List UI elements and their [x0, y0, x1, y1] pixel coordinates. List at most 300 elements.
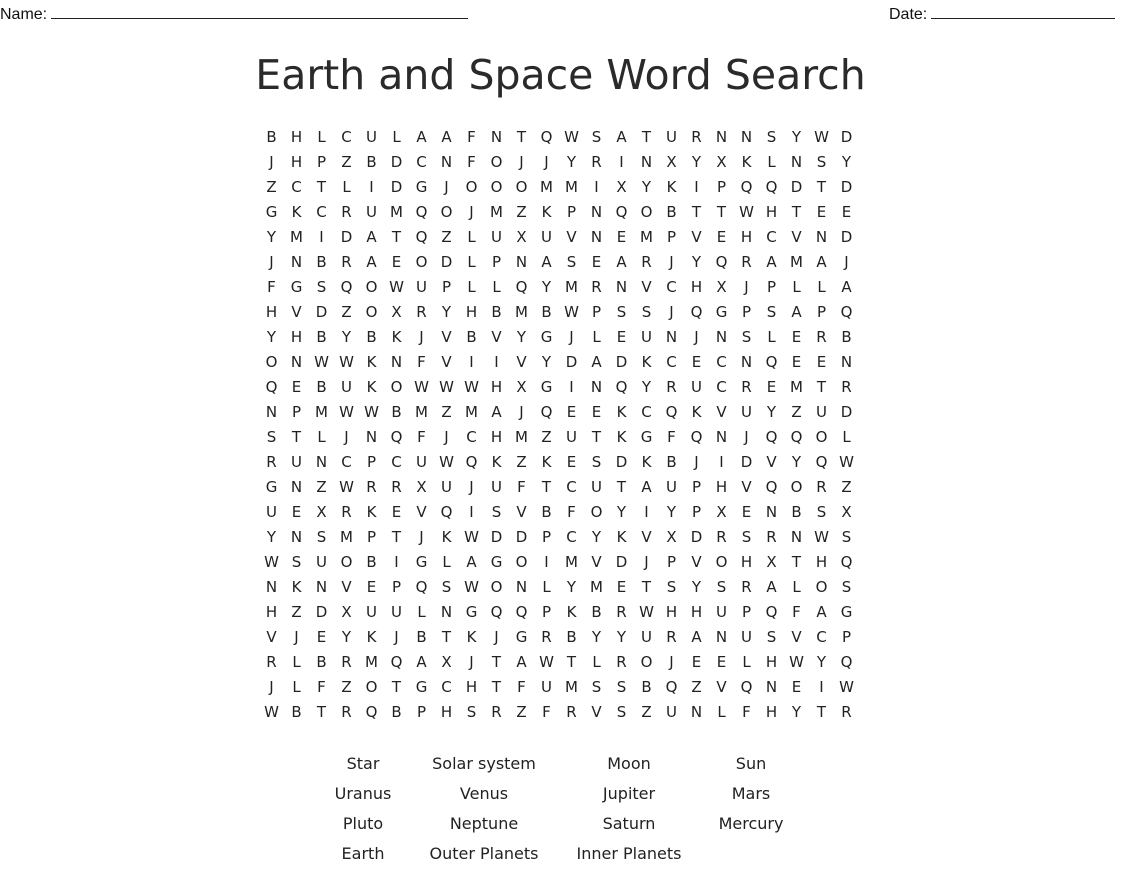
grid-letter: Y [691, 153, 702, 171]
grid-letter: S [491, 503, 502, 521]
grid-letter: J [269, 678, 274, 696]
grid-letter: H [290, 153, 303, 171]
grid-letter: O [440, 203, 453, 221]
grid-letter: H [815, 553, 828, 571]
grid-letter: Y [841, 153, 852, 171]
grid-letter: P [541, 528, 552, 546]
word-list-row [0, 751, 1121, 781]
grid-letter: N [590, 378, 603, 396]
grid-letter: J [419, 528, 424, 546]
grid-letter: F [567, 503, 576, 521]
grid-row [259, 550, 859, 575]
grid-letter: S [741, 528, 752, 546]
grid-letter: B [541, 303, 552, 321]
grid-letter: O [390, 378, 403, 396]
grid-letter: W [464, 578, 479, 596]
grid-letter: I [569, 378, 574, 396]
grid-letter: L [417, 603, 426, 621]
grid-row [259, 575, 859, 600]
grid-letter: X [416, 478, 427, 496]
grid-letter: Y [266, 328, 277, 346]
grid-letter: V [791, 228, 802, 246]
grid-letter: J [669, 303, 674, 321]
grid-letter: N [290, 528, 303, 546]
grid-letter: N [715, 328, 728, 346]
grid-letter: S [616, 703, 627, 721]
grid-letter: W [539, 653, 554, 671]
grid-letter: O [365, 303, 378, 321]
grid-letter: H [490, 378, 503, 396]
grid-letter: J [294, 628, 299, 646]
grid-letter: T [391, 528, 402, 546]
grid-letter: A [616, 253, 627, 271]
grid-letter: U [291, 453, 302, 471]
grid-letter: W [389, 278, 404, 296]
grid-letter: D [690, 528, 703, 546]
grid-letter: Q [615, 378, 628, 396]
grid-letter: F [317, 678, 326, 696]
grid-letter: P [566, 203, 577, 221]
grid-letter: U [666, 478, 677, 496]
grid-letter: R [816, 328, 827, 346]
grid-row [259, 525, 859, 550]
grid-letter: X [616, 178, 627, 196]
grid-letter: K [366, 378, 377, 396]
grid-row [259, 625, 859, 650]
grid-letter: A [366, 228, 377, 246]
grid-letter: L [467, 228, 476, 246]
grid-letter: A [691, 628, 702, 646]
grid-letter: S [466, 703, 477, 721]
grid-letter: J [694, 328, 699, 346]
grid-letter: N [740, 128, 753, 146]
grid-letter: P [741, 303, 752, 321]
grid-letter: A [816, 253, 827, 271]
grid-letter: B [316, 253, 327, 271]
grid-letter: A [491, 403, 502, 421]
grid-letter: Z [841, 478, 852, 496]
grid-letter: D [840, 128, 853, 146]
grid-letter: R [366, 478, 377, 496]
grid-letter: G [415, 553, 428, 571]
grid-letter: F [417, 353, 426, 371]
grid-letter: U [816, 403, 827, 421]
word-list-item: Outer Planets [429, 844, 539, 863]
grid-letter: W [264, 553, 279, 571]
grid-letter: L [292, 678, 301, 696]
grid-letter: K [366, 628, 377, 646]
grid-letter: L [542, 578, 551, 596]
grid-letter: S [841, 578, 852, 596]
grid-letter: I [369, 178, 374, 196]
grid-letter: A [766, 578, 777, 596]
grid-letter: R [266, 453, 277, 471]
grid-letter: Y [341, 628, 352, 646]
grid-letter: T [641, 128, 652, 146]
grid-letter: U [491, 228, 502, 246]
grid-letter: N [815, 228, 828, 246]
grid-letter: J [469, 478, 474, 496]
grid-letter: N [515, 253, 528, 271]
grid-letter: O [465, 178, 478, 196]
grid-letter: Q [765, 353, 778, 371]
grid-letter: K [541, 453, 552, 471]
grid-letter: E [691, 353, 702, 371]
grid-letter: R [666, 628, 677, 646]
grid-letter: T [591, 428, 602, 446]
grid-letter: P [291, 403, 302, 421]
grid-letter: S [266, 428, 277, 446]
grid-letter: E [616, 228, 627, 246]
grid-letter: M [565, 678, 578, 696]
grid-letter: S [766, 128, 777, 146]
word-list-item: Earth [341, 844, 385, 863]
grid-letter: Z [441, 228, 452, 246]
grid-letter: D [315, 603, 328, 621]
grid-letter: P [366, 453, 377, 471]
grid-letter: J [419, 328, 424, 346]
word-list-item: Mars [731, 784, 771, 803]
grid-letter: G [640, 428, 653, 446]
grid-letter: B [366, 328, 377, 346]
grid-letter: Q [390, 428, 403, 446]
grid-letter: D [840, 403, 853, 421]
grid-letter: V [641, 278, 652, 296]
grid-letter: S [716, 578, 727, 596]
word-list-row [0, 811, 1121, 841]
grid-letter: F [742, 703, 751, 721]
grid-letter: U [266, 503, 277, 521]
word-list [0, 751, 1121, 871]
grid-letter: L [592, 328, 601, 346]
grid-letter: G [540, 328, 553, 346]
grid-letter: N [265, 578, 278, 596]
grid-letter: P [766, 278, 777, 296]
grid-letter: B [366, 553, 377, 571]
grid-letter: H [465, 678, 478, 696]
grid-letter: K [391, 328, 402, 346]
grid-letter: B [316, 328, 327, 346]
grid-letter: B [591, 603, 602, 621]
grid-letter: Q [490, 603, 503, 621]
grid-letter: S [666, 578, 677, 596]
grid-letter: Q [340, 278, 353, 296]
grid-letter: T [641, 578, 652, 596]
grid-letter: J [269, 253, 274, 271]
grid-letter: Q [665, 403, 678, 421]
word-list-item: Jupiter [602, 784, 656, 803]
grid-letter: I [694, 178, 699, 196]
grid-letter: M [415, 403, 428, 421]
grid-letter: S [816, 153, 827, 171]
grid-letter: K [491, 453, 502, 471]
date-label: Date: [889, 6, 928, 23]
grid-letter: T [541, 478, 552, 496]
grid-letter: R [666, 378, 677, 396]
grid-letter: I [494, 353, 499, 371]
grid-letter: A [591, 353, 602, 371]
grid-letter: M [290, 228, 303, 246]
grid-letter: S [316, 278, 327, 296]
grid-letter: U [716, 603, 727, 621]
grid-letter: W [839, 453, 854, 471]
grid-letter: S [566, 253, 577, 271]
grid-letter: F [267, 278, 276, 296]
grid-letter: L [817, 278, 826, 296]
grid-row [259, 500, 859, 525]
grid-letter: K [691, 403, 702, 421]
grid-letter: N [840, 353, 853, 371]
grid-letter: M [565, 178, 578, 196]
grid-letter: K [616, 528, 627, 546]
grid-row [259, 150, 859, 175]
grid-letter: B [641, 678, 652, 696]
grid-letter: C [716, 353, 727, 371]
grid-letter: J [669, 653, 674, 671]
grid-letter: S [616, 678, 627, 696]
grid-letter: B [666, 203, 677, 221]
grid-letter: P [541, 603, 552, 621]
grid-letter: S [766, 628, 777, 646]
grid-letter: K [641, 353, 652, 371]
grid-letter: A [791, 303, 802, 321]
grid-letter: N [640, 153, 653, 171]
grid-letter: U [366, 203, 377, 221]
grid-letter: H [765, 203, 778, 221]
grid-letter: U [491, 478, 502, 496]
grid-letter: W [564, 303, 579, 321]
grid-letter: B [841, 328, 852, 346]
grid-letter: J [394, 628, 399, 646]
grid-letter: Y [691, 253, 702, 271]
grid-letter: L [492, 278, 501, 296]
grid-letter: D [315, 303, 328, 321]
grid-letter: W [439, 378, 454, 396]
grid-letter: G [265, 203, 278, 221]
grid-letter: O [415, 253, 428, 271]
grid-letter: E [291, 378, 302, 396]
grid-letter: E [591, 253, 602, 271]
grid-letter: G [465, 603, 478, 621]
grid-letter: Q [515, 278, 528, 296]
grid-letter: W [814, 128, 829, 146]
grid-letter: C [341, 128, 352, 146]
grid-letter: B [366, 153, 377, 171]
grid-letter: S [591, 453, 602, 471]
grid-letter: J [694, 453, 699, 471]
grid-letter: B [791, 503, 802, 521]
grid-letter: Y [641, 178, 652, 196]
grid-letter: V [341, 578, 352, 596]
grid-letter: R [491, 703, 502, 721]
grid-letter: M [790, 253, 803, 271]
grid-letter: M [565, 553, 578, 571]
grid-letter: V [441, 328, 452, 346]
grid-letter: U [741, 403, 752, 421]
grid-letter: R [591, 153, 602, 171]
grid-letter: C [816, 628, 827, 646]
grid-letter: Y [541, 278, 552, 296]
grid-letter: K [666, 178, 677, 196]
grid-letter: U [641, 628, 652, 646]
grid-letter: X [316, 503, 327, 521]
grid-letter: A [841, 278, 852, 296]
grid-letter: Y [791, 703, 802, 721]
grid-letter: C [566, 478, 577, 496]
grid-letter: R [741, 378, 752, 396]
grid-letter: G [265, 478, 278, 496]
grid-letter: F [517, 478, 526, 496]
grid-letter: I [469, 503, 474, 521]
grid-letter: G [840, 603, 853, 621]
grid-letter: U [591, 478, 602, 496]
grid-letter: N [290, 353, 303, 371]
grid-letter: R [741, 253, 752, 271]
grid-letter: O [490, 578, 503, 596]
grid-letter: I [619, 153, 624, 171]
grid-letter: M [640, 228, 653, 246]
grid-letter: Q [690, 428, 703, 446]
grid-letter: R [391, 478, 402, 496]
grid-letter: V [766, 453, 777, 471]
grid-letter: K [616, 428, 627, 446]
grid-letter: O [815, 428, 828, 446]
grid-letter: L [767, 328, 776, 346]
grid-letter: Z [341, 153, 352, 171]
grid-letter: N [715, 128, 728, 146]
grid-letter: F [417, 428, 426, 446]
grid-letter: Q [415, 228, 428, 246]
grid-letter: M [790, 378, 803, 396]
grid-letter: W [639, 603, 654, 621]
grid-letter: L [742, 653, 751, 671]
grid-letter: M [515, 303, 528, 321]
grid-letter: R [841, 378, 852, 396]
grid-letter: T [816, 178, 827, 196]
grid-letter: Q [415, 578, 428, 596]
grid-letter: W [264, 703, 279, 721]
grid-letter: F [667, 428, 676, 446]
grid-letter: D [440, 253, 453, 271]
grid-letter: H [715, 478, 728, 496]
grid-letter: R [641, 253, 652, 271]
grid-letter: E [566, 403, 577, 421]
grid-letter: Z [691, 678, 702, 696]
name-label: Name: [0, 6, 48, 23]
grid-letter: B [666, 453, 677, 471]
grid-letter: R [566, 703, 577, 721]
grid-letter: W [789, 653, 804, 671]
grid-letter: L [467, 278, 476, 296]
grid-letter: M [465, 403, 478, 421]
grid-letter: N [590, 203, 603, 221]
grid-letter: Z [316, 478, 327, 496]
grid-letter: T [691, 203, 702, 221]
grid-letter: E [691, 653, 702, 671]
grid-letter: X [341, 603, 352, 621]
grid-letter: Y [566, 153, 577, 171]
grid-letter: P [691, 478, 702, 496]
grid-letter: Y [791, 453, 802, 471]
grid-letter: L [392, 128, 401, 146]
grid-letter: Y [616, 628, 627, 646]
grid-letter: C [416, 153, 427, 171]
date-line [931, 4, 1115, 19]
grid-letter: O [490, 153, 503, 171]
grid-row [259, 275, 859, 300]
grid-letter: W [339, 353, 354, 371]
letter-grid [259, 125, 859, 725]
grid-letter: N [765, 503, 778, 521]
grid-letter: A [766, 253, 777, 271]
grid-letter: O [365, 678, 378, 696]
grid-letter: W [464, 378, 479, 396]
grid-letter: H [290, 328, 303, 346]
grid-letter: H [490, 428, 503, 446]
grid-letter: A [466, 553, 477, 571]
grid-letter: Y [641, 378, 652, 396]
grid-letter: B [391, 703, 402, 721]
grid-row [259, 425, 859, 450]
grid-letter: Q [540, 128, 553, 146]
grid-letter: H [265, 603, 278, 621]
grid-letter: J [744, 428, 749, 446]
grid-letter: E [616, 328, 627, 346]
grid-letter: E [591, 403, 602, 421]
grid-letter: J [519, 403, 524, 421]
grid-letter: H [265, 303, 278, 321]
grid-letter: Q [440, 503, 453, 521]
grid-letter: T [791, 203, 802, 221]
grid-letter: V [791, 628, 802, 646]
grid-letter: Q [365, 703, 378, 721]
grid-letter: P [316, 153, 327, 171]
grid-letter: M [540, 178, 553, 196]
grid-letter: R [591, 278, 602, 296]
grid-letter: V [441, 353, 452, 371]
grid-letter: R [741, 578, 752, 596]
word-list-item: Star [346, 754, 380, 773]
grid-letter: K [291, 203, 302, 221]
grid-letter: T [716, 203, 727, 221]
grid-letter: W [564, 128, 579, 146]
grid-letter: Q [265, 378, 278, 396]
grid-letter: P [666, 228, 677, 246]
grid-letter: W [839, 678, 854, 696]
grid-letter: G [540, 378, 553, 396]
word-list-item: Uranus [334, 784, 392, 803]
grid-letter: A [416, 128, 427, 146]
grid-letter: L [767, 153, 776, 171]
grid-letter: L [792, 278, 801, 296]
grid-letter: U [541, 228, 552, 246]
grid-letter: R [541, 628, 552, 646]
grid-letter: P [841, 628, 852, 646]
grid-letter: V [291, 303, 302, 321]
grid-letter: K [466, 628, 477, 646]
grid-letter: V [741, 478, 752, 496]
grid-letter: C [291, 178, 302, 196]
grid-letter: C [466, 428, 477, 446]
grid-letter: J [519, 153, 524, 171]
grid-letter: Q [840, 553, 853, 571]
grid-letter: R [341, 203, 352, 221]
grid-letter: C [766, 228, 777, 246]
grid-letter: U [416, 278, 427, 296]
grid-letter: E [791, 353, 802, 371]
grid-letter: R [716, 528, 727, 546]
grid-letter: K [441, 528, 452, 546]
